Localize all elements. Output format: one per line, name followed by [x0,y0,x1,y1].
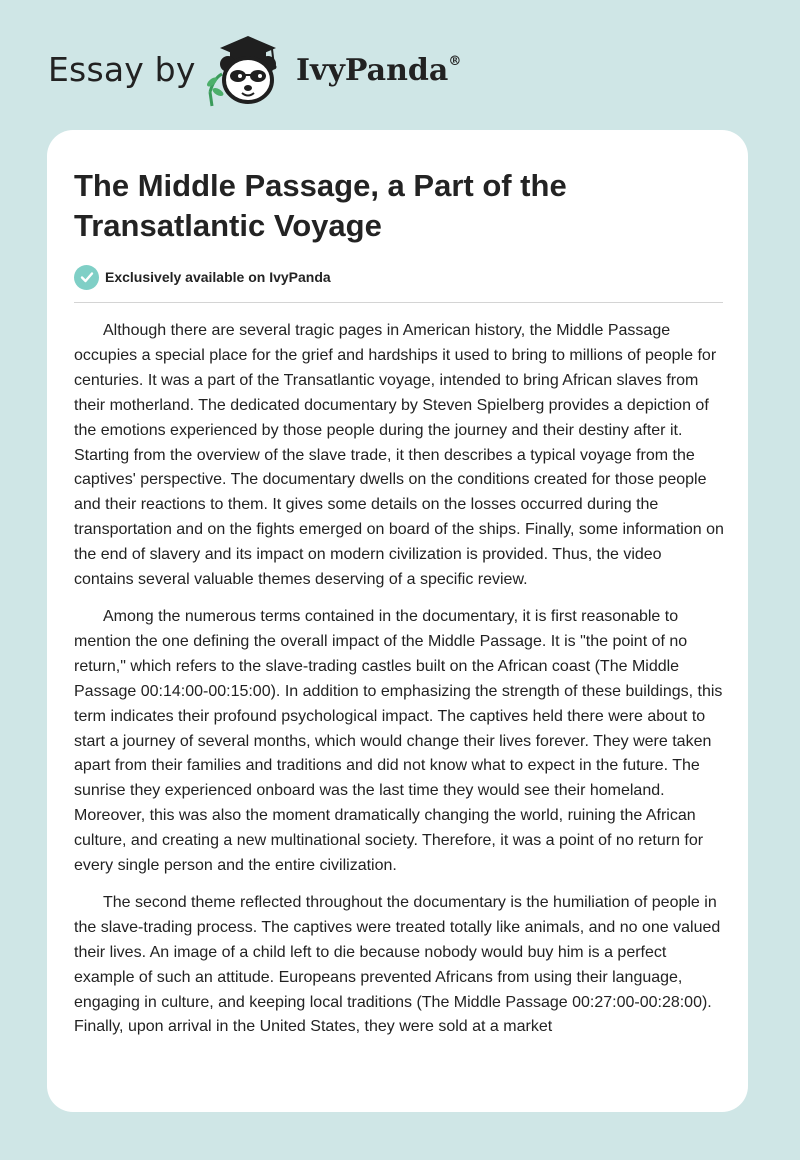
checkmark-icon [74,265,99,290]
brand-name-text: IvyPanda [296,53,449,88]
exclusive-badge-text: Exclusively available on IvyPanda [105,269,331,285]
brand-prefix: Essay by [48,50,196,89]
page-title: The Middle Passage, a Part of the Transatlantic Voyage [74,168,567,243]
exclusive-badge [74,264,331,290]
paragraph: Among the numerous terms contained in the documentary, it is first reasonable to mention the one defining the overall impact of the Middle Passage. It is "the point of no return," which refers to the slave-trading castles built on the African coast (The Middle Passage 00:14:00-00:15:00). In addition to emphasizing the strength of these buildings, this term indicates their profound psychological impact. The captives held there were about to start a journey of several months, which would change their lives forever. They were taken apart from their families and traditions and did not know what to expect in the future. The sunrise they experienced onboard was the last time they would see their homeland. Moreover, this was also the moment dramatically changing the world, ruining the African culture, and creating a new multinational society. Therefore, it was a point of no return for every single person and the entire civilization. [74,607,723,875]
site-header [0,0,800,130]
title-divider [74,302,723,303]
paragraph: The second theme reflected throughout the documentary is the humiliation of people in the slave-trading process. The captives were treated totally like animals, and no one valued their lives. An image of a child left to die because nobody would buy him is a perfect example of such an attitude. Europeans prevented Africans from using their language, engaging in culture, and keeping local traditions (The Middle Passage 00:27:00-00:28:00). Finally, upon arrival in the United States, they were sold at a market [74,893,721,1036]
brand-name[interactable] [296,53,461,88]
essay-body [74,319,724,1052]
registered-mark: ® [448,54,462,69]
panda-graduate-logo-icon[interactable] [200,34,296,108]
paragraph: Although there are several tragic pages in American history, the Middle Passage occupies a special place for the grief and hardships it used to bring to millions of people for centuries. It was a part of the Transatlantic voyage, intended to bring African slaves from their motherland. The dedicated documentary by Steven Spielberg provides a depiction of the emotions experienced by those people during the journey and their destiny after it. Starting from the overview of the slave trade, it then describes a typical voyage from the captives' perspective. The documentary dwells on the conditions created for those people and their reactions to them. It gives some details on the losses occurred during the transportation and on the fights emerged on board of the ships. Finally, some information on the end of slavery and its impact on modern civilization is provided. Thus, the video contains several valuable themes deserving of a specific review. [74,322,724,589]
essay-card [47,130,748,1112]
